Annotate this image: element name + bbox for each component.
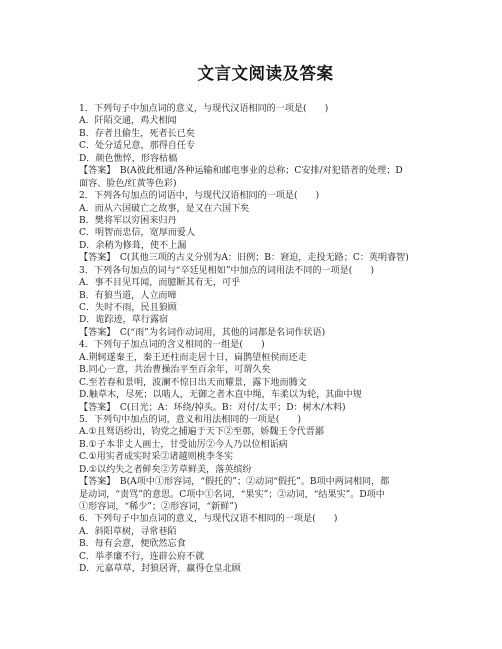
text-line: A.①且驽语纷出，钧党之捕遍于天下②至鄣，娇魏王令代晋鄙 (79, 427, 324, 438)
text-line: D．颜色憔悴，形容枯槁 (79, 153, 178, 164)
text-line: C．明智而忠信，宽厚而爱人 (79, 228, 196, 239)
text-line: 面容、脸色/红黄等色彩) (79, 178, 177, 189)
text-line: 5．下列句中加点的词，意义和用法相同的一项是( ) (79, 414, 302, 425)
text-line: D．诡踪迹，草行露宿 (79, 315, 169, 326)
text-line: 【答案】 B(A项中①形容词，“假托的”；②动词“假托”。B项中两词相同，都 (79, 477, 390, 488)
text-line: C．失时不雨，民且狼顾 (79, 303, 177, 313)
text-line: B．有狼当道，人立而啼 (79, 290, 177, 301)
text-line: C．处分适兄意，那得自任专 (79, 141, 196, 152)
text-line: C.①用实者成实时采②诸越则桃李冬实 (79, 452, 234, 463)
text-line: B.①子本非丈人画士，甘受讪厉②今人乃以位相诟病 (79, 439, 288, 450)
text-line: 2．下列各句加点的词语中，与现代汉语相同的一项是( ) (79, 191, 320, 202)
text-line: 1．下列句子中加点词的意义，与现代汉语相同的一项是( ) (79, 104, 329, 114)
text-line: A．阡陌交通，鸡犬相闻 (79, 116, 177, 127)
text-line: 6．下列句子中加点词的意义，与现代汉语不相同的一项是( ) (79, 514, 338, 525)
text-line: B．樊将军以穷困来归丹 (79, 215, 177, 226)
text-line: B．存者且偷生，死者长已矣 (79, 128, 195, 139)
text-line: D.①以约失之者鲜矣②芳草鲜美，落英缤纷 (79, 464, 252, 475)
text-line: A．而从六国破亡之故事，是又在六国下矣 (79, 203, 250, 214)
document-body (79, 103, 462, 576)
text-line: 4．下列句子加点词的含义相同的一组是( ) (79, 340, 265, 351)
text-line: C.至若春和景明，波澜不惊日出天而耀景，露下地而腾文 (79, 377, 307, 388)
text-line: 3．下列各句加点的词与“卒廷见相如”中加点的词用法不同的一项是( ) (79, 265, 374, 276)
text-line: D．元嘉草草，封狼居胥，赢得仓皇北顾 (79, 564, 241, 575)
text-line: C．举孝廉不行，连辟公府不就 (79, 551, 205, 562)
text-line: 【答案】 B(A彼此相通/各种运输和邮电事业的总称；C安排/对犯错者的处理；D (79, 166, 403, 177)
text-line: A．事不目见耳闻，而臆断其有无，可乎 (79, 278, 241, 289)
text-line: B.同心一意，共治曹操治平至百余年，可谓久矣 (79, 365, 271, 376)
text-line: 【答案】 C(其他三项的古义分别为A：旧例；B：窘迫，走投无路；C：英明睿智) (79, 253, 409, 264)
text-line: D．余稍为修葺，使不上漏 (79, 240, 187, 251)
text-line: A．斜阳草树，寻常巷陌 (79, 526, 177, 537)
text-line: B．每有会意，便欣然忘食 (79, 539, 186, 550)
text-line: 是动词，“责骂”的意思。C项中①名词，“果实”；②动词，“结果实”。D项中 (79, 489, 385, 500)
document-title: 文言文阅读及答案 (197, 64, 334, 83)
text-line: ①形容词，“稀少”；②形容词，“新鲜”) (79, 502, 238, 512)
text-line: 【答案】 C(“雨”为名词作动词用，其他的词都是名词作状语) (79, 327, 326, 338)
text-line: 【答案】 C(日光；A：环绕/掉头。B：对付/太平；D：树木/木料) (79, 402, 346, 413)
text-line: A.荆轲遂秦王，秦王还柱而走居十日，扁鹊望桓侯而还走 (79, 352, 307, 363)
text-line: D.触草木，尽死；以啮人，无御之者木直中绳，车柔以为轮，其曲中规 (79, 390, 362, 401)
